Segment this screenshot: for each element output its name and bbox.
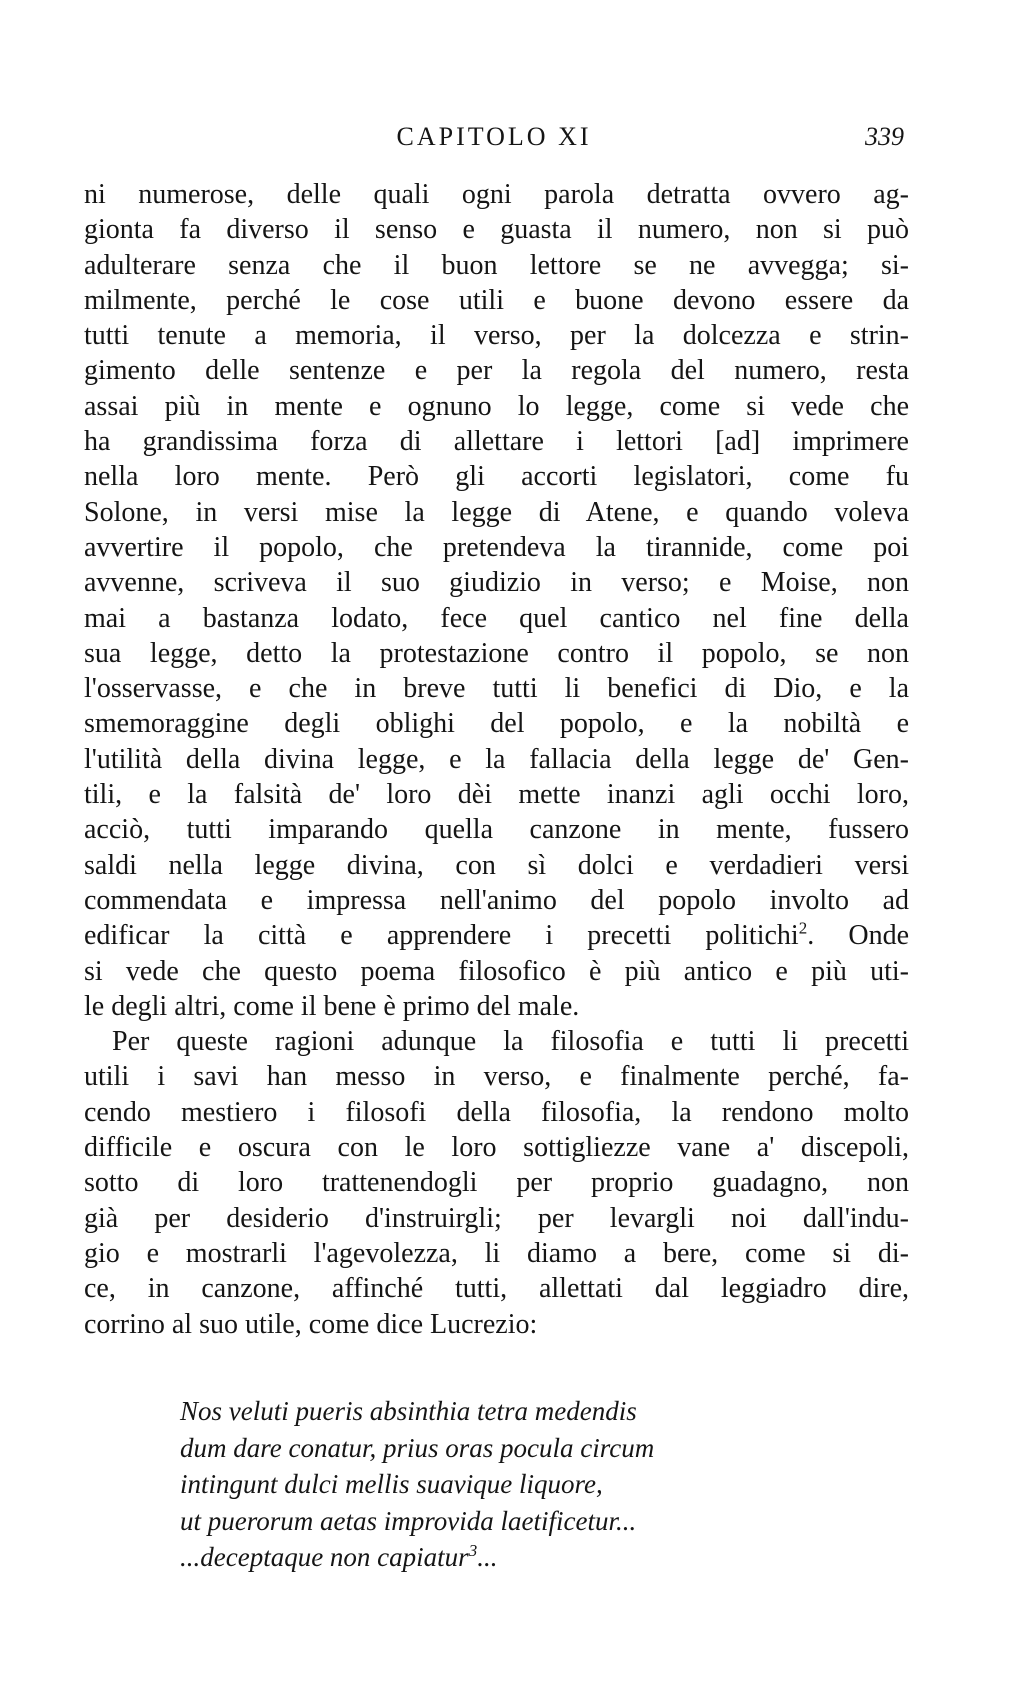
text-line: corrino al suo utile, come dice Lucrezio: (84, 1308, 538, 1340)
text-line: tutti tenute a memoria, il verso, per la dolcezza e strin- (84, 320, 909, 352)
page-number: 339 (865, 122, 904, 151)
text-line: saldi nella legge divina, con sì dolci e verdadieri versi (84, 849, 909, 881)
text-line: adulterare senza che il buon lettore se ne avvegga; si- (84, 249, 909, 281)
text-line: acciò, tutti imparando quella canzone in mente, fussero (84, 814, 909, 846)
text-line: gionta fa diverso il senso e guasta il numero, non si può (84, 214, 909, 246)
text-line: milmente, perché le cose utili e buone devono essere da (84, 284, 909, 316)
text-line: smemoraggine degli oblighi del popolo, e la nobiltà e (84, 708, 909, 740)
latin-verse-quotation (180, 1393, 800, 1576)
text-line: gio e mostrarli l'agevolezza, li diamo a bere, come si di- (84, 1237, 909, 1269)
chapter-title: CAPITOLO XI (396, 122, 592, 151)
text-line: l'utilità della divina legge, e la fallacia della legge de' Gen- (84, 743, 909, 775)
text-line: nella loro mente. Però gli accorti legislatori, come fu (84, 461, 909, 493)
text-line: assai più in mente e ognuno lo legge, come si vede che (84, 390, 909, 422)
text-line: cendo mestiero i filosofi della filosofia, la rendono molto (84, 1096, 909, 1128)
line-text: edificar la città e apprendere i precetti politichi (84, 920, 799, 952)
verse-line: intingunt dulci mellis suavique liquore, (180, 1469, 603, 1499)
verse-text: ...deceptaque non capiatur (180, 1542, 469, 1572)
footnote-marker: 2 (798, 918, 808, 938)
body-text (84, 177, 909, 1342)
text-line: sua legge, detto la protestazione contro il popolo, se non (84, 637, 909, 669)
text-line: avvenne, scriveva il suo giudizio in verso; e Moise, non (84, 567, 909, 599)
text-line: si vede che questo poema filosofico è più antico e più uti- (84, 955, 909, 987)
footnote-marker: 3 (468, 1541, 478, 1560)
verse-line-with-footnote (180, 1539, 800, 1576)
text-line: commendata e impressa nell'animo del popolo involto ad (84, 884, 909, 916)
verse-text: ... (477, 1542, 498, 1572)
text-line: Per queste ragioni adunque la filosofia e tutti li precetti (112, 1026, 909, 1058)
text-line: già per desiderio d'instruirgli; per levargli noi dall'indu- (84, 1202, 909, 1234)
text-line: ha grandissima forza di allettare i lettori [ad] imprimere (84, 426, 909, 458)
text-line: utili i savi han messo in verso, e finalmente perché, fa- (84, 1061, 909, 1093)
text-line: gimento delle sentenze e per la regola del numero, resta (84, 355, 909, 387)
text-line: difficile e oscura con le loro sottigliezze vane a' discepoli, (84, 1132, 909, 1164)
verse-line: ut puerorum aetas improvida laetificetur... (180, 1505, 637, 1536)
text-line-with-footnote (84, 918, 909, 953)
text-line: Solone, in versi mise la legge di Atene, e quando voleva (84, 496, 909, 528)
text-line: l'osservasse, e che in breve tutti li benefici di Dio, e la (84, 673, 909, 705)
text-line: le degli altri, come il bene è primo del male. (84, 990, 580, 1022)
text-line: mai a bastanza lodato, fece quel cantico nel fine della (84, 602, 909, 634)
text-line: ni numerose, delle quali ogni parola detratta ovvero ag- (84, 179, 909, 210)
verse-line: Nos veluti pueris absinthia tetra medendis (180, 1396, 637, 1426)
running-head (84, 122, 904, 162)
line-text: . Onde (807, 920, 909, 952)
text-line: tili, e la falsità de' loro dèi mette inanzi agli occhi loro, (84, 779, 909, 811)
text-line: sotto di loro trattenendogli per proprio guadagno, non (84, 1167, 909, 1199)
text-line: avvertire il popolo, che pretendeva la tirannide, come poi (84, 531, 909, 563)
text-line: ce, in canzone, affinché tutti, allettati dal leggiadro dire, (84, 1273, 909, 1305)
verse-line: dum dare conatur, prius oras pocula circum (180, 1432, 655, 1463)
paragraph-1 (84, 177, 909, 1024)
paragraph-2 (84, 1024, 909, 1342)
